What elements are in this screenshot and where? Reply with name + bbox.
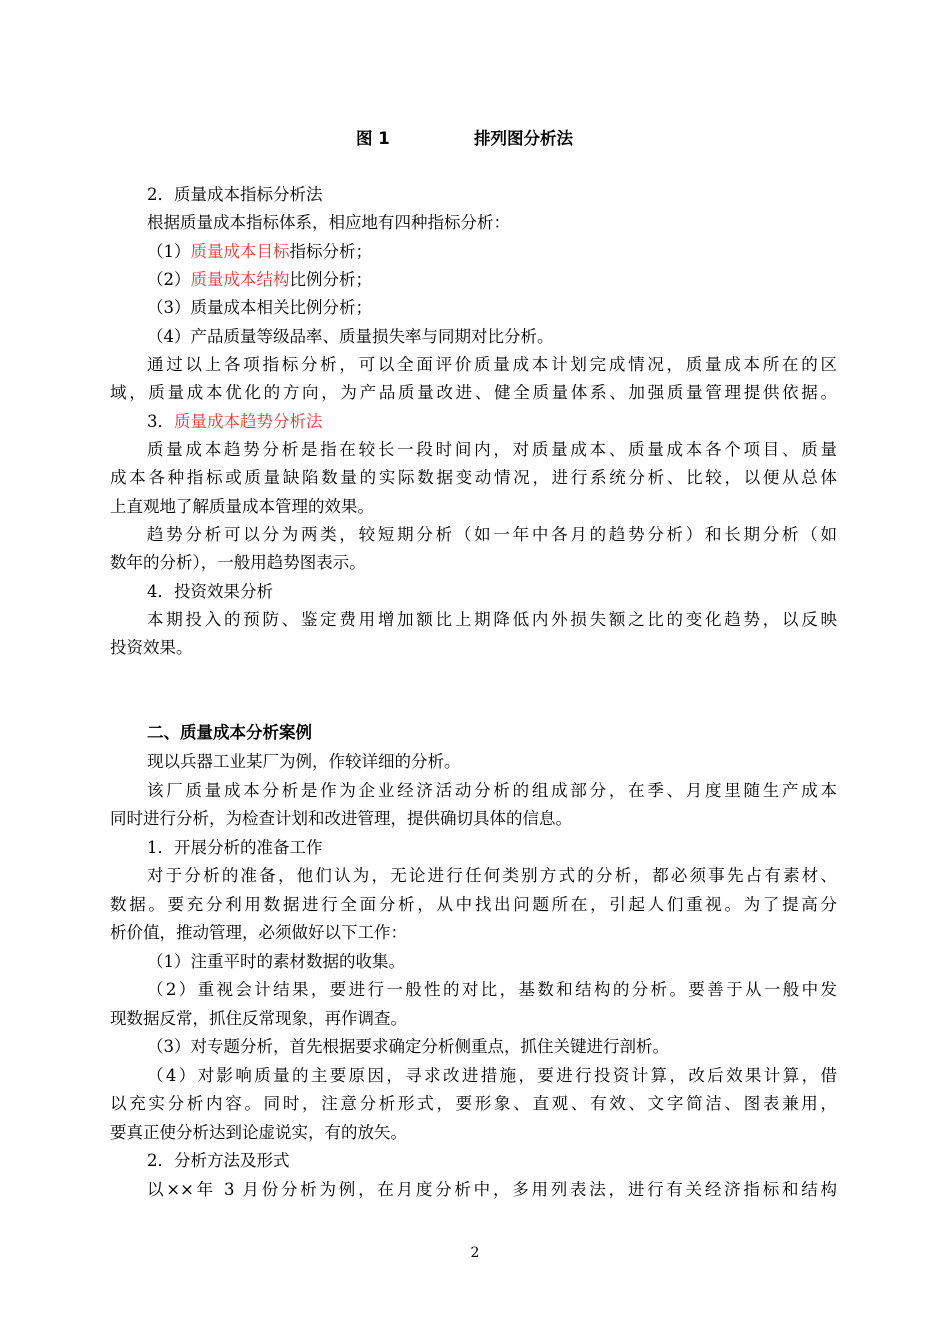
list-item [147, 238, 372, 266]
paragraph-line: 以××年 3 月份分析为例，在月度分析中，多用列表法，进行有关经济指标和结构 [147, 1180, 837, 1199]
paragraph-line: 上直观地了解质量成本管理的效果。 [110, 497, 374, 516]
paragraph-line: 以充实分析内容。同时，注意分析形式，要形象、直观、有效、文字简洁、图表兼用， [110, 1094, 837, 1113]
highlighted-text: 质量成本目标 [190, 242, 290, 261]
paragraph-line: 现以兵器工业某厂为例，作较详细的分析。 [147, 752, 461, 771]
paragraph-line: 根据质量成本指标体系，相应地有四种指标分析： [147, 213, 510, 232]
paragraph-line: 该厂质量成本分析是作为企业经济活动分析的组成部分，在季、月度里随生产成本 [147, 781, 837, 800]
section-heading [147, 408, 323, 436]
list-number: （1） [147, 242, 191, 261]
list-item: （2）重视会计结果，要进行一般性的对比，基数和结构的分析。要善于从一般中发 [147, 980, 837, 999]
part-heading: 二、质量成本分析案例 [147, 723, 312, 742]
paragraph-line: 成本各种指标或质量缺陷数量的实际数据变动情况，进行系统分析、比较，以便从总体 [110, 468, 837, 487]
figure-title: 排列图分析法 [474, 129, 573, 148]
highlighted-text: 质量成本结构 [190, 270, 290, 289]
section-heading: 4．投资效果分析 [147, 582, 273, 601]
list-item [147, 266, 372, 294]
paragraph-line: 域，质量成本优化的方向，为产品质量改进、健全质量体系、加强质量管理提供依据。 [110, 383, 837, 402]
list-item: （4）对影响质量的主要原因，寻求改进措施，要进行投资计算，改后效果计算，借 [147, 1066, 837, 1085]
list-item: （3）质量成本相关比例分析； [147, 298, 372, 317]
paragraph-line: 趋势分析可以分为两类，较短期分析（如一年中各月的趋势分析）和长期分析（如 [147, 525, 837, 544]
paragraph-line: 本期投入的预防、鉴定费用增加额比上期降低内外损失额之比的变化趋势，以反映 [147, 610, 837, 629]
page-number: 2 [470, 1245, 480, 1261]
paragraph-line: 数据。要充分利用数据进行全面分析，从中找出问题所在，引起人们重视。为了提高分 [110, 895, 837, 914]
paragraph-line: 要真正使分析达到论虚说实，有的放矢。 [110, 1123, 407, 1142]
section-heading: 2．质量成本指标分析法 [147, 185, 323, 204]
paragraph-line: 质量成本趋势分析是指在较长一段时间内，对质量成本、质量成本各个项目、质量 [147, 440, 837, 459]
subsection-heading: 1．开展分析的准备工作 [147, 838, 323, 857]
paragraph-line: 现数据反常，抓住反常现象，再作调查。 [110, 1009, 407, 1028]
subsection-heading: 2．分析方法及形式 [147, 1151, 290, 1170]
paragraph-line: 对于分析的准备，他们认为，无论进行任何类别方式的分析，都必须事先占有素材、 [147, 866, 837, 885]
figure-label: 图 1 [356, 129, 390, 148]
list-number: （2） [147, 270, 191, 289]
section-number: 3． [147, 412, 174, 431]
paragraph-line: 同时进行分析，为检查计划和改进管理，提供确切具体的信息。 [110, 809, 572, 828]
list-text: 指标分析； [289, 242, 372, 261]
paragraph-line: 投资效果。 [110, 638, 193, 657]
paragraph-line: 数年的分析），一般用趋势图表示。 [110, 553, 366, 572]
list-item: （3）对专题分析，首先根据要求确定分析侧重点，抓住关键进行剖析。 [147, 1037, 669, 1056]
paragraph-line: 通过以上各项指标分析，可以全面评价质量成本计划完成情况，质量成本所在的区 [147, 355, 837, 374]
list-text: 比例分析； [289, 270, 372, 289]
paragraph-line: 析价值，推动管理，必须做好以下工作： [110, 923, 407, 942]
list-item: （1）注重平时的素材数据的收集。 [147, 952, 405, 971]
section-title: 质量成本趋势分析法 [174, 412, 323, 431]
list-item: （4）产品质量等级品率、质量损失率与同期对比分析。 [147, 327, 554, 346]
